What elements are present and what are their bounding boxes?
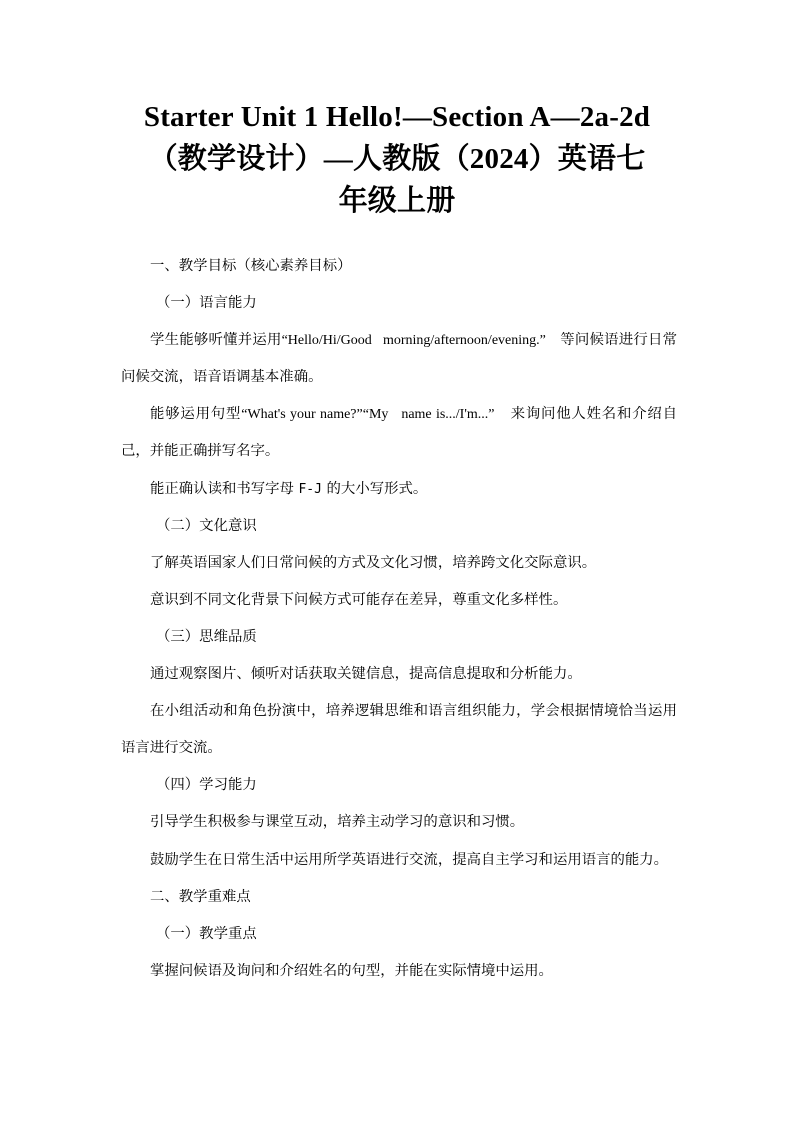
subheading-language-ability: （一）语言能力 xyxy=(156,295,257,312)
document-body xyxy=(121,248,677,990)
paragraph-learning-1: 引导学生积极参与课堂互动，培养主动学习的意识和习惯。 xyxy=(150,814,525,831)
letters-range: F-J xyxy=(298,481,322,497)
subheading-thinking-quality: （三）思维品质 xyxy=(156,628,257,645)
paragraph-greetings-pre: 学生能够听懂并运用 xyxy=(150,332,282,349)
section-heading-objectives: 一、教学目标（核心素养目标） xyxy=(150,258,352,274)
title-line-1: Starter Unit 1 Hello!—Section A—2a-2d xyxy=(143,101,651,133)
paragraph-greetings xyxy=(121,322,677,396)
paragraph-thinking-1: 通过观察图片、倾听对话获取关键信息，提高信息提取和分析能力。 xyxy=(150,666,582,683)
paragraph-name-sentences xyxy=(121,396,677,470)
paragraph-letters xyxy=(121,471,677,508)
subheading-learning-ability: （四）学习能力 xyxy=(156,777,257,794)
paragraph-letters-post: 的大小写形式。 xyxy=(321,480,428,497)
name-sentences-quote: “What's your name?”“My name is.../I'm...” xyxy=(241,407,495,423)
title-line-2: （教学设计）—人教版（2024）英语七 xyxy=(148,143,646,175)
paragraph-culture-1: 了解英语国家人们日常问候的方式及文化习惯，培养跨文化交际意识。 xyxy=(150,554,597,571)
paragraph-greetings-post: 等问候语进行日常问候交流，语音语调基本准确。 xyxy=(121,332,677,386)
title-line-3: 年级上册 xyxy=(338,185,456,217)
paragraph-name-pre: 能够运用句型 xyxy=(150,406,242,423)
document-title xyxy=(110,96,684,222)
paragraph-name-post: 来询问他人姓名和介绍自己，并能正确拼写名字。 xyxy=(121,406,677,460)
subheading-cultural-awareness: （二）文化意识 xyxy=(156,517,257,534)
paragraph-culture-2: 意识到不同文化背景下问候方式可能存在差异，尊重文化多样性。 xyxy=(150,591,568,608)
paragraph-learning-2: 鼓励学生在日常生活中运用所学英语进行交流，提高自主学习和运用语言的能力。 xyxy=(150,851,669,868)
paragraph-letters-pre: 能正确认读和书写字母 xyxy=(150,480,299,497)
paragraph-thinking-2: 在小组活动和角色扮演中，培养逻辑思维和语言组织能力，学会根据情境恰当运用语言进行交流。 xyxy=(121,703,677,757)
subheading-teaching-focus: （一）教学重点 xyxy=(156,925,257,942)
section-heading-key-points: 二、教学重难点 xyxy=(150,888,251,905)
paragraph-focus-1: 掌握问候语及询问和介绍姓名的句型，并能在实际情境中运用。 xyxy=(150,962,553,979)
greetings-quote: “Hello/Hi/Good morning/afternoon/evening.” xyxy=(281,333,546,349)
